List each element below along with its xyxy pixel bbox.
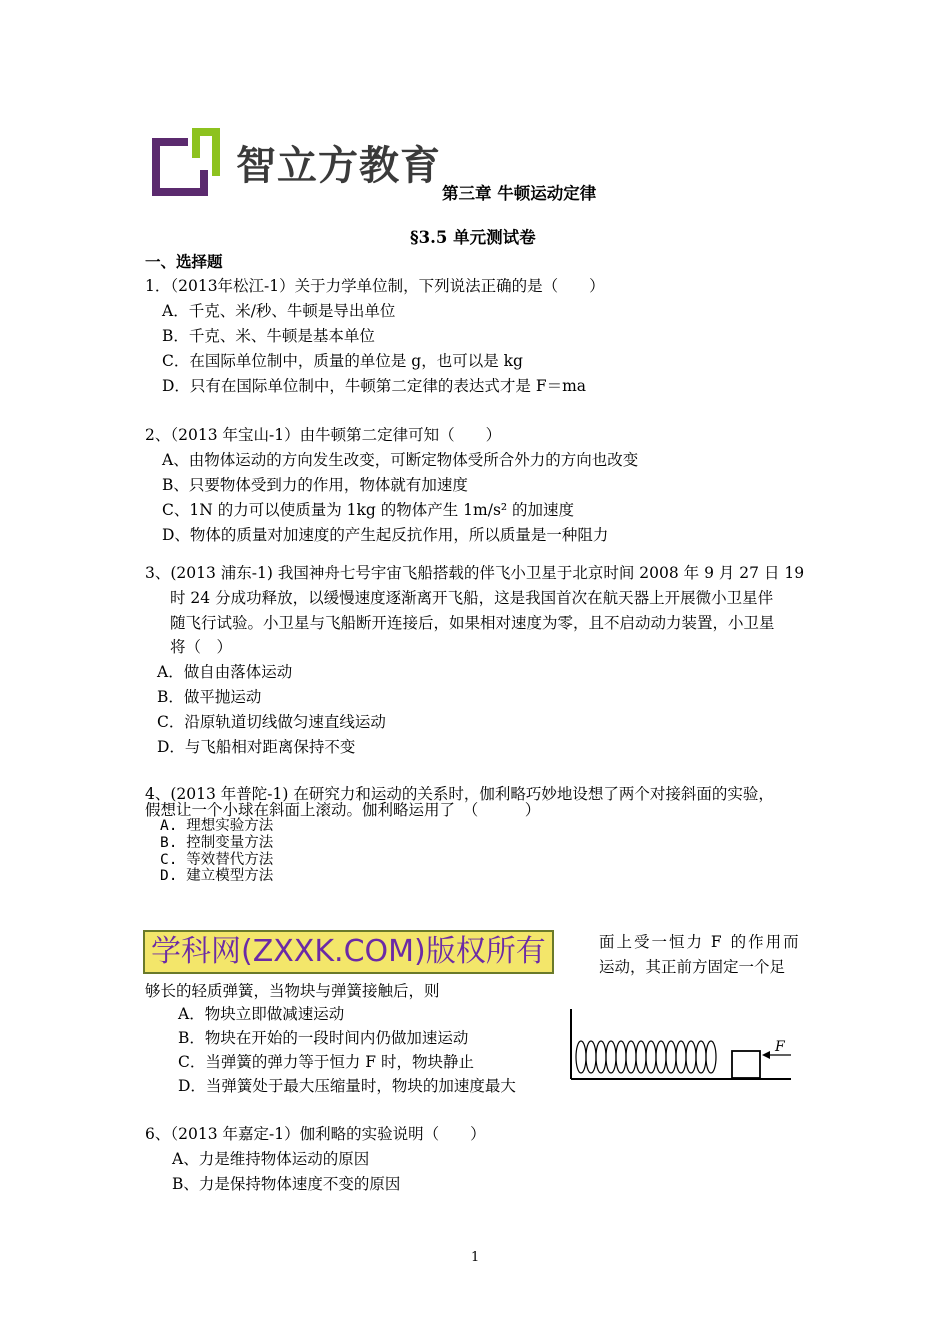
option-a: A、由物体运动的方向发生改变，可断定物体受所合外力的方向也改变 — [162, 451, 639, 469]
watermark-banner: 学科网(ZXXK.COM)版权所有 — [143, 930, 554, 974]
question-stem-line: 面上受一恒力 F 的作用而 — [599, 933, 801, 951]
logo-mark-icon — [148, 124, 224, 200]
option-d: D．与飞船相对距离保持不变 — [157, 738, 356, 756]
option-c: C、1N 的力可以使质量为 1kg 的物体产生 1m/s² 的加速度 — [162, 501, 575, 519]
option-d: D．只有在国际单位制中，牛顿第二定律的表达式才是 F＝ma — [162, 377, 587, 395]
section-title: §3.5 单元测试卷 — [410, 228, 536, 247]
question-stem-line: 4、(2013 年普陀-1) 在研究力和运动的关系时，伽利略巧妙地设想了两个对接斜面的实验， — [145, 785, 774, 803]
question-stem: 2、（2013 年宝山-1）由牛顿第二定律可知（ ） — [145, 426, 502, 444]
question-stem-line: 随飞行试验。小卫星与飞船断开连接后，如果相对速度为零，且不启动动力装置，小卫星 — [170, 614, 775, 632]
option-b: B．千克、米、牛顿是基本单位 — [162, 327, 375, 345]
spring-icon — [576, 1041, 716, 1073]
option-a: A. 理想实验方法 — [160, 818, 274, 834]
option-c: C．沿原轨道切线做匀速直线运动 — [157, 713, 386, 731]
option-a: A．物块立即做减速运动 — [178, 1005, 345, 1023]
spring-block-figure — [565, 1005, 795, 1085]
option-a: A、力是维持物体运动的原因 — [172, 1150, 370, 1168]
logo — [148, 124, 441, 200]
block-icon — [732, 1051, 760, 1078]
question-stem-line: 够长的轻质弹簧，当物块与弹簧接触后，则 — [145, 982, 440, 1000]
option-d: D. 建立模型方法 — [160, 868, 274, 884]
arrow-left-icon — [762, 1051, 770, 1059]
option-c: C. 等效替代方法 — [160, 852, 274, 868]
option-b: B. 控制变量方法 — [160, 835, 274, 851]
option-b: B．物块在开始的一段时间内仍做加速运动 — [178, 1029, 469, 1047]
question-stem-line: 假想让一个小球在斜面上滚动。伽利略运用了 （ ） — [145, 801, 541, 819]
logo-text: 智立方教育 — [236, 143, 441, 189]
question-stem-line: 3、(2013 浦东-1) 我国神舟七号宇宙飞船搭载的伴飞小卫星于北京时间 2008 年 9 月 27 日 19 — [145, 564, 805, 582]
option-b: B、力是保持物体速度不变的原因 — [172, 1175, 401, 1193]
option-a: A．千克、米/秒、牛顿是导出单位 — [162, 302, 396, 320]
option-c: C．当弹簧的弹力等于恒力 F 时，物块静止 — [178, 1053, 474, 1071]
option-a: A．做自由落体运动 — [157, 663, 293, 681]
question-stem: 1．（2013年松江-1）关于力学单位制，下列说法正确的是（ ） — [145, 277, 605, 295]
option-d: D．当弹簧处于最大压缩量时，物块的加速度最大 — [178, 1077, 516, 1095]
part-heading: 一、选择题 — [145, 252, 223, 271]
option-b: B．做平抛运动 — [157, 688, 262, 706]
question-stem-line: 运动，其正前方固定一个足 — [599, 958, 786, 976]
chapter-title: 第三章 牛顿运动定律 — [442, 184, 597, 203]
force-label: F — [775, 1039, 785, 1055]
option-d: D、物体的质量对加速度的产生起反抗作用，所以质量是一种阻力 — [162, 526, 609, 544]
option-c: C．在国际单位制中，质量的单位是 g，也可以是 kg — [162, 352, 523, 370]
question-stem-line: 时 24 分成功释放，以缓慢速度逐渐离开飞船，这是我国首次在航天器上开展微小卫星伴 — [170, 589, 774, 607]
option-b: B、只要物体受到力的作用，物体就有加速度 — [162, 476, 468, 494]
page-number: 1 — [471, 1250, 480, 1265]
question-stem-line: 将（ ） — [170, 638, 233, 656]
question-stem: 6、（2013 年嘉定-1）伽利略的实验说明（ ） — [145, 1125, 486, 1143]
